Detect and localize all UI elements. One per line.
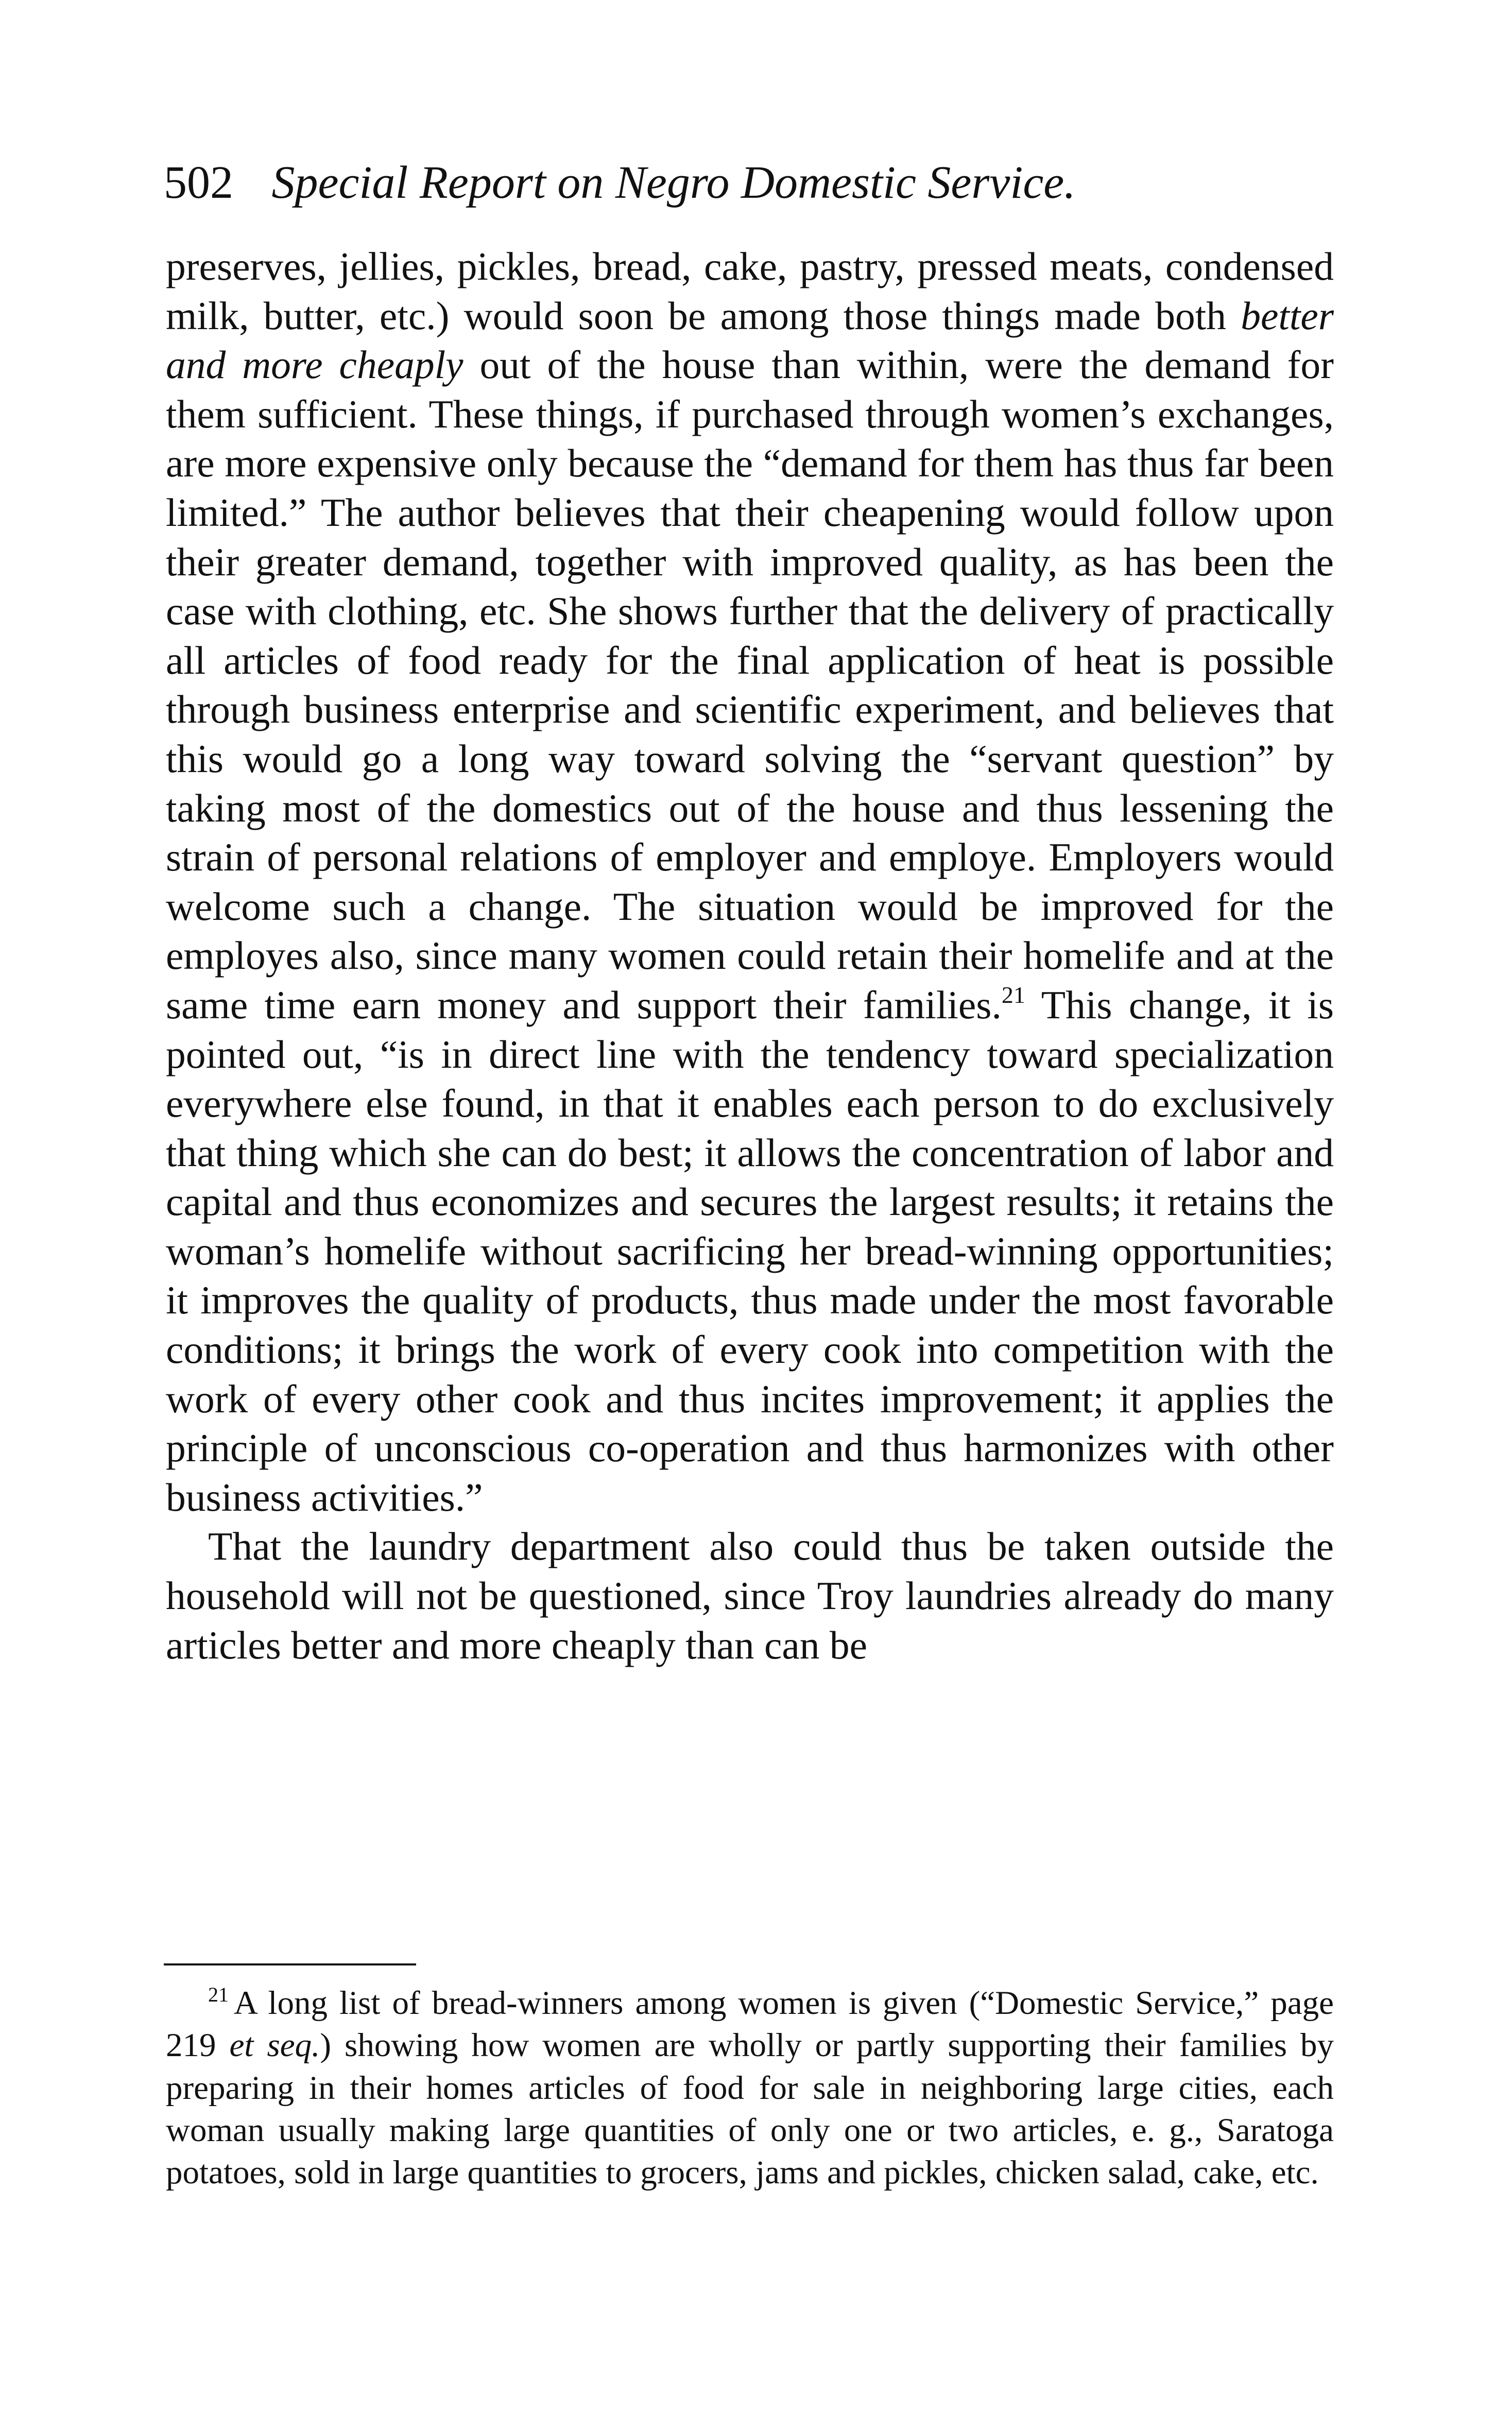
footnote-reference: 21 [1001, 981, 1025, 1008]
footnote-text: A long list of bread-winners among women is given (“Domestic Service,” page 219 [166, 1985, 1334, 2064]
footnote-text: ) showing how women are wholly or partly supporting their families by preparing in their homes articles of food for sale in neighboring large cities, each woman usually making large quantities of only one or two articles, e. g., Saratoga potatoes, sold in large quantities to grocers, jams and pickles, chicken salad, cake, etc. [166, 2027, 1334, 2192]
running-head [164, 155, 1348, 211]
paragraph-continued [166, 242, 1334, 1522]
footnote-emphasis: et seq. [229, 2027, 320, 2064]
footnote [166, 1982, 1334, 2194]
body-text [166, 242, 1334, 1670]
paragraph-text: preserves, jellies, pickles, bread, cake, pastry, pressed meats, condensed milk, butter, etc.) would soon be among those things made both [166, 244, 1334, 338]
footnotes [166, 1982, 1334, 2194]
paragraph-text: This change, it is pointed out, “is in direct line with the tendency toward specialization everywhere else found, in that it enables each person to do exclusively that thing which she can do best; it allows the concentration of labor and capital and thus economizes and secures the largest results; it retains the woman’s homelife without sacrificing her bread-winning opportunities; it improves the quality of products, thus made under the most favorable conditions; it brings the work of every cook into competition with the work of every other cook and thus incites improvement; it applies the principle of unconscious co-operation and thus harmonizes with other business activities.” [166, 982, 1334, 1519]
paragraph-laundry: That the laundry department also could thus be taken outside the household will not be questioned, since Troy laundries already do many articles better and more cheaply than can be [166, 1524, 1334, 1667]
footnote-divider [164, 1963, 416, 1965]
footnote-number: 21 [208, 1983, 229, 2006]
running-title: Special Report on Negro Domestic Service. [271, 157, 1076, 208]
page-number: 502 [164, 157, 233, 208]
emphasis-text: better and more cheaply [166, 293, 1334, 387]
paragraph-text: out of the house than within, were the demand for them sufficient. These things, if purchased through women’s exchanges, are more expensive only because the “demand for them has thus far been limited.” The author believes that their cheapening would follow upon their greater demand, together with improved quality, as has been the case with clothing, etc. She shows further that the delivery of practically all articles of food ready for the final application of heat is possible through business enterprise and scientific experiment, and believes that this would go a long way toward solving the “servant question” by taking most of the domestics out of the house and thus lessening the strain of personal relations of employer and employe. Employers would welcome such a change. The situation would be improved for the employes also, since many women could retain their homelife and at the same time earn money and support their families. [166, 343, 1334, 1027]
